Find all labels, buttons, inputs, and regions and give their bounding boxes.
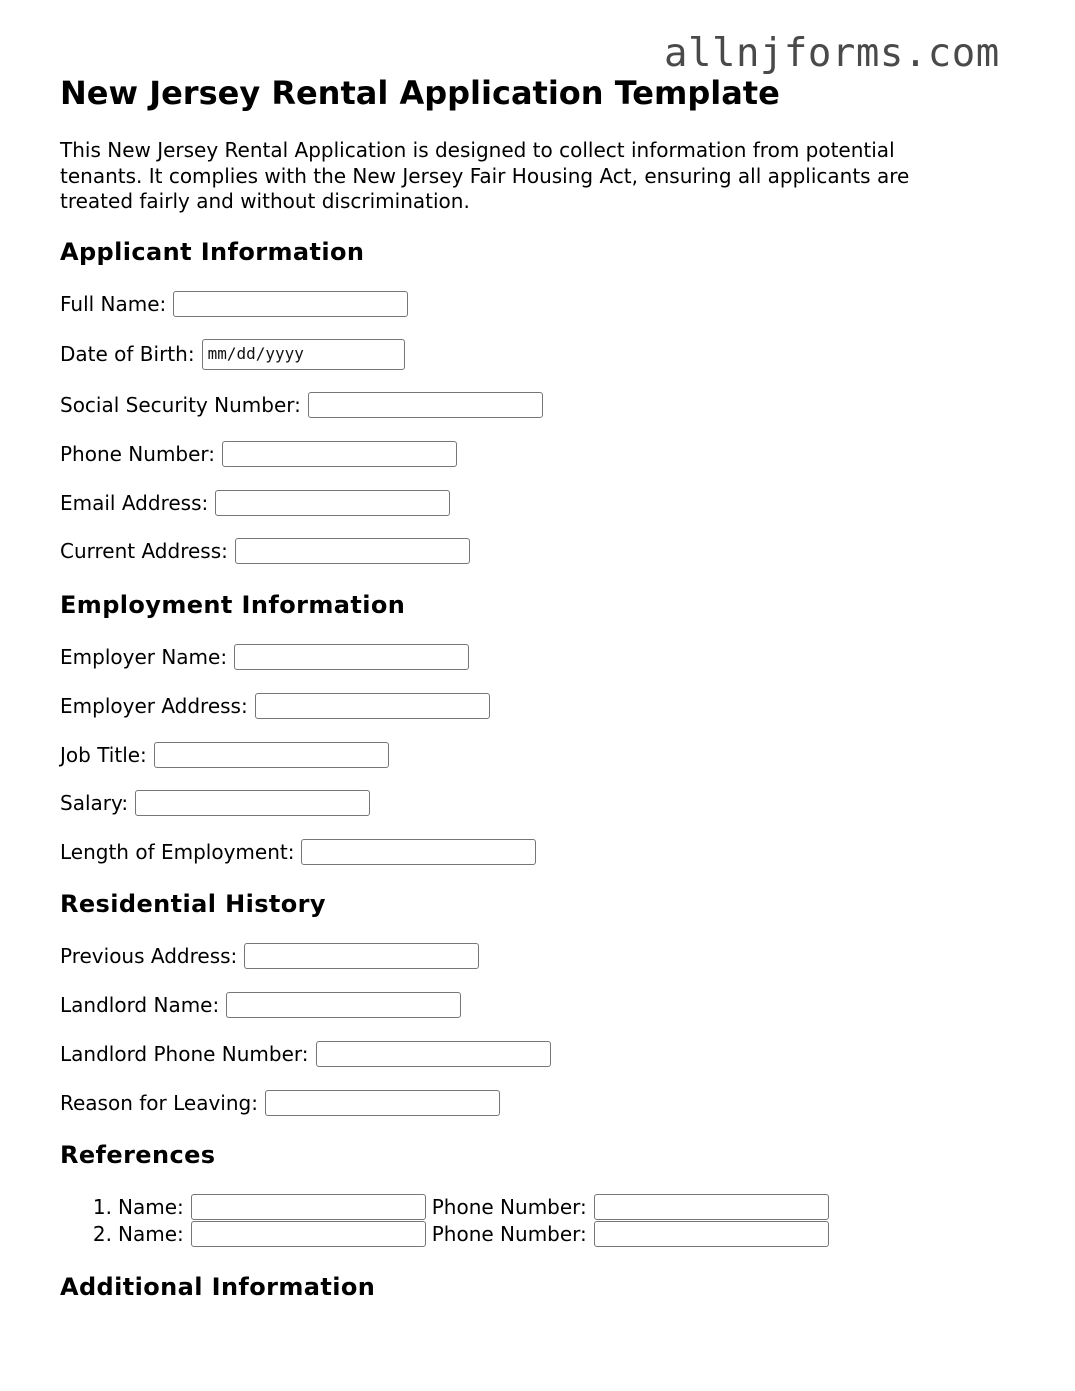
job-title-label: Job Title:: [60, 743, 147, 767]
employer-name-row: [60, 642, 469, 672]
landlord-phone-label: Landlord Phone Number:: [60, 1042, 309, 1066]
dob-label: Date of Birth:: [60, 342, 195, 366]
reference-name-label: Name:: [118, 1194, 184, 1219]
reference-phone-label: Phone Number:: [431, 1221, 587, 1246]
reference-item: [60, 1220, 829, 1247]
employment-length-input[interactable]: [301, 839, 536, 865]
reference-1-phone-input[interactable]: [594, 1194, 829, 1220]
reference-1-name-input[interactable]: [191, 1194, 426, 1220]
current-address-input[interactable]: [235, 538, 470, 564]
job-title-row: [60, 740, 389, 770]
reference-2-phone-input[interactable]: [594, 1221, 829, 1247]
salary-input[interactable]: [135, 790, 370, 816]
reference-2-name-input[interactable]: [191, 1221, 426, 1247]
landlord-name-row: [60, 990, 461, 1020]
reference-name-label: Name:: [118, 1221, 184, 1246]
reason-for-leaving-input[interactable]: [265, 1090, 500, 1116]
dob-input[interactable]: mm/dd/yyyy: [202, 339, 405, 370]
landlord-phone-input[interactable]: [316, 1041, 551, 1067]
phone-input[interactable]: [222, 441, 457, 467]
reference-item: [60, 1193, 829, 1220]
ssn-label: Social Security Number:: [60, 393, 301, 417]
intro-paragraph: This New Jersey Rental Application is designed to collect information from potential tenants. It complies with the New Jersey Fair Housing Act, ensuring all applicants are treated fairly and without discrimination.: [60, 138, 910, 213]
reference-number: 2.: [92, 1221, 112, 1246]
email-input[interactable]: [215, 490, 450, 516]
section-heading-additional: Additional Information: [60, 1273, 376, 1301]
salary-row: [60, 788, 370, 818]
dob-row: [60, 339, 405, 369]
previous-address-input[interactable]: [244, 943, 479, 969]
references-list: [60, 1193, 829, 1247]
site-watermark: allnjforms.com: [664, 31, 1000, 76]
employer-address-label: Employer Address:: [60, 694, 248, 718]
section-heading-residential: Residential History: [60, 890, 326, 918]
employment-length-label: Length of Employment:: [60, 840, 295, 864]
landlord-phone-row: [60, 1039, 551, 1069]
reference-number: 1.: [92, 1194, 112, 1219]
full-name-input[interactable]: [173, 291, 408, 317]
employment-length-row: [60, 837, 536, 867]
previous-address-label: Previous Address:: [60, 944, 238, 968]
email-label: Email Address:: [60, 491, 209, 515]
employer-address-row: [60, 691, 490, 721]
salary-label: Salary:: [60, 791, 129, 815]
full-name-label: Full Name:: [60, 292, 167, 316]
email-row: [60, 488, 450, 518]
job-title-input[interactable]: [154, 742, 389, 768]
reason-for-leaving-row: [60, 1088, 500, 1118]
current-address-row: [60, 536, 470, 566]
section-heading-applicant: Applicant Information: [60, 238, 365, 266]
employer-address-input[interactable]: [255, 693, 490, 719]
employer-name-label: Employer Name:: [60, 645, 228, 669]
landlord-name-input[interactable]: [226, 992, 461, 1018]
landlord-name-label: Landlord Name:: [60, 993, 220, 1017]
phone-label: Phone Number:: [60, 442, 216, 466]
reason-for-leaving-label: Reason for Leaving:: [60, 1091, 258, 1115]
ssn-row: [60, 390, 543, 420]
section-heading-references: References: [60, 1141, 216, 1169]
page-title: New Jersey Rental Application Template: [60, 74, 780, 112]
ssn-input[interactable]: [308, 392, 543, 418]
employer-name-input[interactable]: [234, 644, 469, 670]
section-heading-employment: Employment Information: [60, 591, 406, 619]
full-name-row: [60, 289, 408, 319]
phone-row: [60, 439, 457, 469]
reference-phone-label: Phone Number:: [431, 1194, 587, 1219]
previous-address-row: [60, 941, 479, 971]
current-address-label: Current Address:: [60, 539, 228, 563]
